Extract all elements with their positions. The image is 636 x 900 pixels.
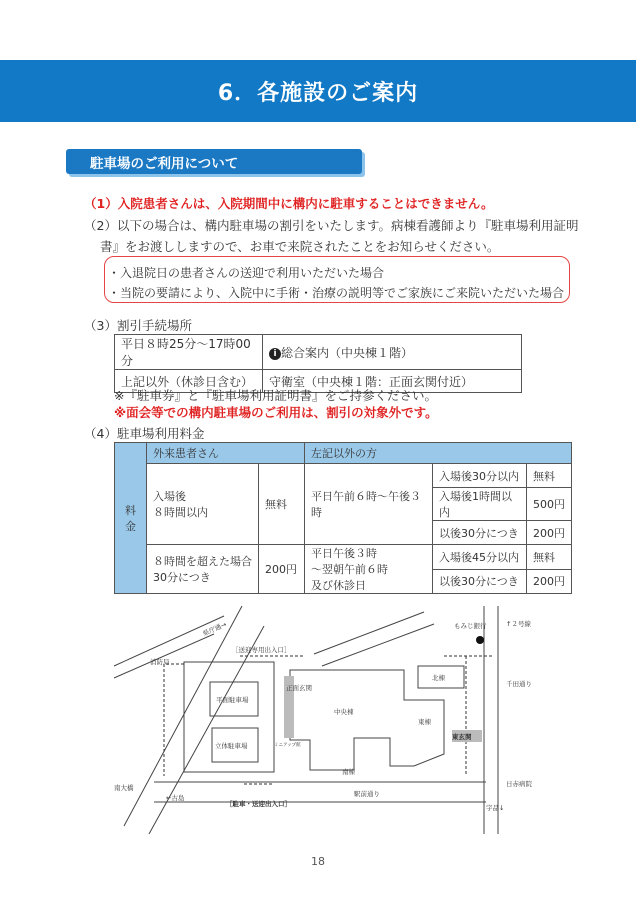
map-label-nisseki: 日赤病院 <box>506 780 532 788</box>
fee-rule: 以後30分につき <box>433 521 527 545</box>
item-4: （4）駐車場利用料金 <box>84 426 205 441</box>
map-label-senda: 千田通り <box>506 680 532 688</box>
night-hours <box>305 545 433 594</box>
map-label-heimen: 平面駐車場 <box>216 696 249 704</box>
fee-side-label: 料金 <box>115 443 147 594</box>
map-label-kita: 北棟 <box>432 674 445 682</box>
map-label-shobo: 消防局 <box>150 658 170 666</box>
fee-rule: 入場後1時間以内 <box>433 488 527 521</box>
outpatient-header: 外来患者さん <box>147 443 305 464</box>
discount-location-table <box>114 334 522 393</box>
fee-value: 500円 <box>527 488 572 521</box>
item-2-line1: （2）以下の場合は、構内駐車場の割引をいたします。病棟看護師より『駐車場利用証明 <box>84 218 579 233</box>
map-label-shomen: 正面玄関 <box>286 684 312 692</box>
map-label-kencho: 県庁通→ <box>201 620 228 638</box>
note-1: ※『駐車券』と『駐車場利用証明書』をご持参ください。 <box>114 388 437 403</box>
fee-rule: 入場後30分以内 <box>433 464 527 488</box>
time-other: 上記以外（休診日含む） <box>115 370 263 393</box>
daytime-hours: 平日午前６時～午後３時 <box>305 464 433 545</box>
fee-rule: 入場後45分以内 <box>433 545 527 570</box>
map-label-koi: ←古島 <box>166 794 185 802</box>
over-8h-cell <box>147 545 259 594</box>
map-label-ekimae: 駅前通り <box>354 790 380 798</box>
access-map <box>114 606 532 834</box>
over-8h-line2: 30分につき <box>153 571 211 584</box>
within-8h-cell <box>147 464 259 545</box>
map-label-nan: 南棟 <box>342 768 355 776</box>
map-label-route2: ↑２号線 <box>506 620 531 628</box>
within-8h-line2: ８時間以内 <box>153 506 208 519</box>
location-info <box>263 335 522 370</box>
location-info-text: 総合案内（中央棟１階） <box>281 345 414 360</box>
fee-value: 無料 <box>527 464 572 488</box>
within-8h-line1: 入場後 <box>153 490 186 503</box>
fee-value: 200円 <box>527 569 572 594</box>
night-line2: ～翌朝午前６時 <box>311 563 388 576</box>
page-number: 18 <box>311 855 325 868</box>
item-3: （3）割引手続場所 <box>84 318 192 333</box>
fee-value: 無料 <box>527 545 572 570</box>
location-guard: 守衛室（中央棟１階：正面玄関付近） <box>263 370 522 393</box>
map-label-mini: ミニアップ館 <box>274 743 301 748</box>
item-1: （1）入院患者さんは、入院期間中に構内に駐車することはできません。 <box>84 196 494 211</box>
condition-1: ・入退院日の患者さんの送迎で利用いただいた場合 <box>108 266 385 280</box>
page-title: 6．各施設のご案内 <box>0 60 636 122</box>
item-2-line2: 書』をお渡ししますので、お車で来院されたことをお知らせください。 <box>100 239 500 254</box>
fee-value: 200円 <box>527 521 572 545</box>
note-2: ※面会等での構内駐車場のご利用は、割引の対象外です。 <box>114 405 438 420</box>
condition-2: ・当院の要請により、入院中に手術・治療の説明等でご家族にご来院いただいた場合 <box>108 286 565 300</box>
map-label-iriguchi: ［駐車・送迎出入口］ <box>226 800 291 808</box>
over-8h-line1: ８時間を超えた場合 <box>153 555 252 568</box>
fee-rule: 以後30分につき <box>433 569 527 594</box>
section-title: 駐車場のご利用について <box>66 149 362 174</box>
info-icon: i <box>269 348 281 360</box>
others-header: 左記以外の方 <box>305 443 572 464</box>
time-weekday: 平日８時25分～17時00分 <box>115 335 263 370</box>
map-label-ujina: 宇品↓ <box>486 804 505 812</box>
night-line1: 平日午後３時 <box>311 547 377 560</box>
map-label-higashi: 東玄関 <box>452 733 472 741</box>
map-label-to: 東棟 <box>418 718 431 726</box>
parking-fee-table <box>114 442 572 594</box>
map-label-chuo: 中央棟 <box>334 708 354 716</box>
over-8h-fee: 200円 <box>259 545 305 594</box>
map-label-nishikyo: 南大橋 <box>114 784 134 792</box>
night-line3: 及び休診日 <box>311 579 366 592</box>
within-8h-fee: 無料 <box>259 464 305 545</box>
map-label-sogei: ［送迎専用出入口］ <box>232 646 291 654</box>
map-label-rittai: 立体駐車場 <box>215 742 248 750</box>
map-label-bank: もみじ銀行 <box>454 622 487 630</box>
